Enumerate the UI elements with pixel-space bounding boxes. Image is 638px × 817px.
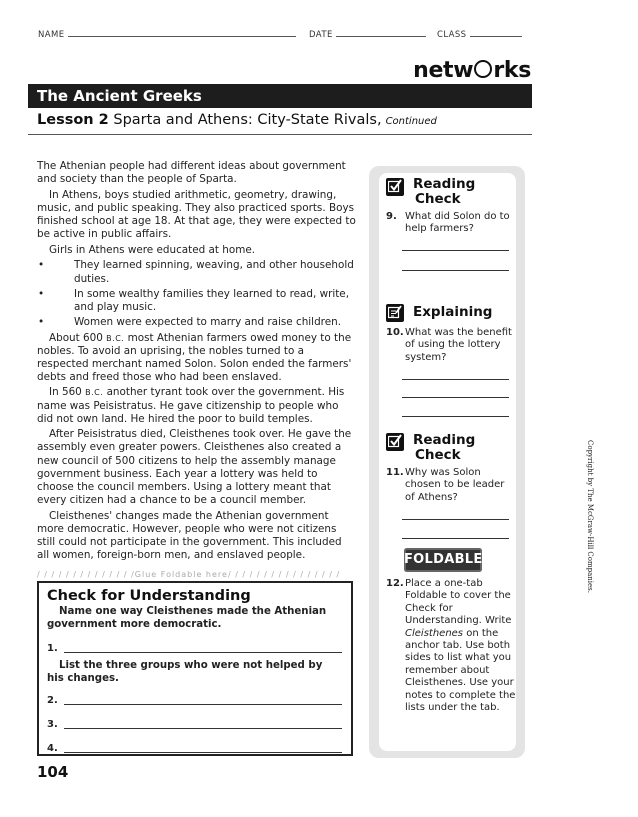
- bullet-list: [37, 259, 357, 328]
- answer-line[interactable]: [402, 519, 509, 520]
- answer-number: 4.: [47, 743, 58, 754]
- answer-line-1[interactable]: [64, 652, 342, 653]
- checkmark-icon: [386, 178, 404, 196]
- answer-number: 3.: [47, 719, 58, 730]
- list-item: • They learned spinning, weaving, and other household duties.: [37, 259, 357, 285]
- question-11: 11. Why was Solon chosen to be leader of Athens?: [386, 467, 505, 503]
- globe-icon: [474, 60, 492, 78]
- name-field: NAME: [38, 28, 296, 40]
- copyright-notice: Copyright by The McGraw-Hill Companies.: [586, 440, 594, 593]
- answer-line[interactable]: [402, 250, 509, 251]
- question-10: 10. What was the benefit of using the lottery system?: [386, 327, 512, 363]
- page-number: 104: [37, 763, 69, 781]
- answer-line[interactable]: [402, 270, 509, 271]
- answer-line[interactable]: [402, 397, 509, 398]
- date-line[interactable]: [336, 28, 426, 37]
- checkmark-icon: [386, 433, 404, 451]
- networks-logo: netw rks: [413, 58, 531, 83]
- paragraph: In Athens, boys studied arithmetic, geometry, drawing, music, and public speaking. They also practiced sports. Boys finished school at age 18. At that age, they were expected to be active in public affairs.: [37, 188, 356, 241]
- reading-passage: [37, 160, 357, 564]
- answer-line[interactable]: [402, 538, 509, 539]
- list-item: • Women were expected to marry and raise children.: [37, 316, 357, 329]
- unit-banner: The Ancient Greeks: [28, 84, 532, 108]
- check-title: Check for Understanding: [47, 588, 251, 604]
- paragraph: In 560 B.C. another tyrant took over the government. His name was Peisistratus. He gave citizenship to people who did not own land. He hired the poor to build temples.: [37, 386, 345, 425]
- date-field: DATE: [309, 28, 426, 40]
- paragraph: After Peisistratus died, Cleisthenes took over. He gave the assembly even greater powers. Cleisthenes also created a new council of 500 citizens to help the assembly manage government business. Each year a lottery was held to choose the council members. Using a lottery meant that every citizen had a chance to be a council member.: [37, 428, 352, 506]
- check-for-understanding-box: [37, 581, 353, 756]
- answer-number: 1.: [47, 643, 58, 654]
- foldables-badge: FOLDABLES: [404, 548, 482, 572]
- question-9: 9. What did Solon do to help farmers?: [386, 211, 510, 235]
- class-field: CLASS: [437, 28, 522, 40]
- check-question-1: Name one way Cleisthenes made the Athenian government more democratic.: [47, 606, 327, 630]
- answer-number: 2.: [47, 695, 58, 706]
- explaining-heading: Explaining: [413, 304, 493, 320]
- question-12: 12. Place a one-tab Foldable to cover the Check for Understanding. Write Cleisthenes on the anchor tab. Use both sides to list what you remember about Cleisthenes. Use your notes to complete the lists under the tab.: [386, 578, 516, 714]
- name-line[interactable]: [68, 28, 296, 37]
- explaining-icon: [386, 304, 404, 322]
- reading-check-heading: Reading Check: [413, 176, 476, 207]
- answer-line-3[interactable]: [64, 728, 342, 729]
- class-line[interactable]: [470, 28, 522, 37]
- answer-line[interactable]: [402, 416, 509, 417]
- check-question-2: List the three groups who were not helped by his changes.: [47, 660, 323, 684]
- glue-foldable-line: / / / / / / / / / / / / / /Glue Foldable here/ / / / / / / / / / / / / / / /: [37, 570, 341, 579]
- answer-line-2[interactable]: [64, 704, 342, 705]
- answer-line-4[interactable]: [64, 752, 342, 753]
- lesson-title: Lesson 2 Sparta and Athens: City-State Rivals, Continued: [37, 112, 437, 128]
- paragraph: Girls in Athens were educated at home.: [49, 243, 256, 256]
- list-item: • In some wealthy families they learned to read, write, and play music.: [37, 288, 357, 314]
- paragraph: Cleisthenes' changes made the Athenian government more democratic. However, people who were not citizens still could not participate in the government. This included all women, foreign-born men, and enslaved people.: [37, 509, 342, 561]
- paragraph: About 600 B.C. most Athenian farmers owed money to the nobles. To avoid an uprising, the nobles turned to a respected merchant named Solon. Solon ended the farmers' debts and freed those who had been enslaved.: [37, 331, 352, 383]
- reading-check-heading: Reading Check: [413, 432, 476, 463]
- answer-line[interactable]: [402, 379, 509, 380]
- title-rule: [28, 134, 532, 135]
- paragraph: The Athenian people had different ideas about government and society than the people of Sparta.: [37, 160, 346, 186]
